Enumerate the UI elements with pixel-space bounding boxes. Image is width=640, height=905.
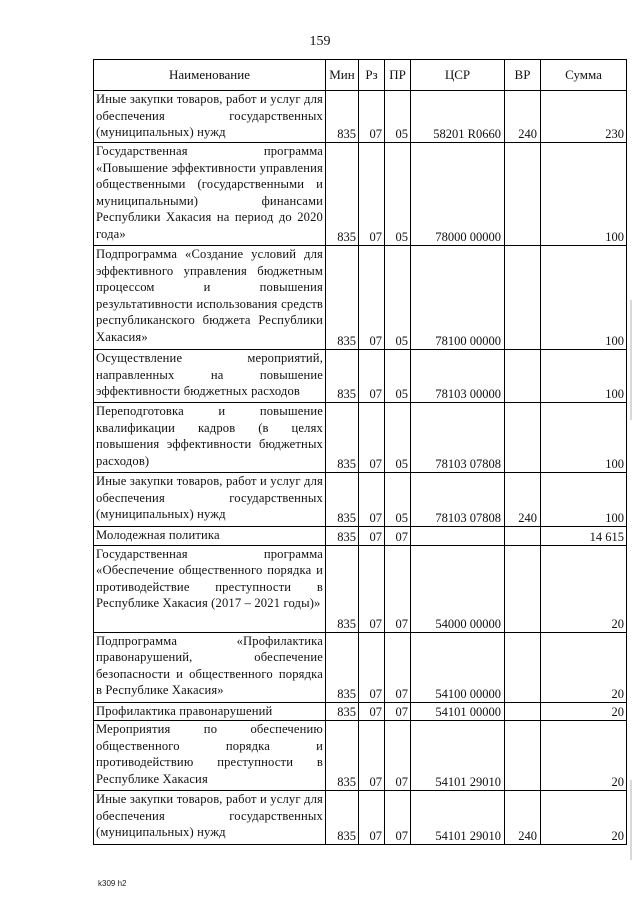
row-rz: 07 xyxy=(359,143,385,246)
header-name: Наименование xyxy=(94,60,326,91)
row-vr xyxy=(505,143,541,246)
row-pr: 05 xyxy=(385,143,411,246)
row-vr: 240 xyxy=(505,91,541,143)
row-rz: 07 xyxy=(359,350,385,403)
row-sum: 20 xyxy=(541,791,627,845)
row-min: 835 xyxy=(326,143,359,246)
row-csr: 54000 00000 xyxy=(411,545,505,632)
row-min: 835 xyxy=(326,545,359,632)
row-min: 835 xyxy=(326,632,359,702)
row-rz: 07 xyxy=(359,91,385,143)
row-vr xyxy=(505,350,541,403)
header-min: Мин xyxy=(326,60,359,91)
row-name: Иные закупки товаров, работ и услуг для обеспечения государственных (муниципальных) нужд xyxy=(94,791,326,845)
row-min: 835 xyxy=(326,473,359,527)
row-rz: 07 xyxy=(359,702,385,721)
row-min: 835 xyxy=(326,246,359,350)
row-sum: 100 xyxy=(541,403,627,473)
row-min: 835 xyxy=(326,721,359,791)
table-row xyxy=(94,545,627,632)
row-pr: 07 xyxy=(385,791,411,845)
row-vr xyxy=(505,721,541,791)
row-csr: 58201 R0660 xyxy=(411,91,505,143)
row-sum: 20 xyxy=(541,632,627,702)
row-vr xyxy=(505,246,541,350)
row-sum: 14 615 xyxy=(541,527,627,546)
header-sum: Сумма xyxy=(541,60,627,91)
row-vr xyxy=(505,403,541,473)
row-pr: 07 xyxy=(385,702,411,721)
scan-edge-mark xyxy=(630,780,632,860)
header-vr: ВР xyxy=(505,60,541,91)
row-csr: 54101 00000 xyxy=(411,702,505,721)
row-pr: 07 xyxy=(385,721,411,791)
row-pr: 05 xyxy=(385,473,411,527)
row-sum: 100 xyxy=(541,473,627,527)
budget-table xyxy=(93,59,627,845)
row-vr xyxy=(505,632,541,702)
table-row xyxy=(94,527,627,546)
row-name: Профилактика правонарушений xyxy=(94,702,326,721)
row-name: Подпрограмма «Профилактика правонарушений, обеспечение безопасности и общественного порядка в Республике Хакасия» xyxy=(94,632,326,702)
row-min: 835 xyxy=(326,91,359,143)
row-pr: 05 xyxy=(385,91,411,143)
row-min: 835 xyxy=(326,403,359,473)
table-row xyxy=(94,246,627,350)
row-min: 835 xyxy=(326,527,359,546)
row-csr: 78100 00000 xyxy=(411,246,505,350)
row-sum: 20 xyxy=(541,702,627,721)
row-name: Осуществление мероприятий, направленных на повышение эффективности бюджетных расходов xyxy=(94,350,326,403)
row-min: 835 xyxy=(326,791,359,845)
row-csr: 54100 00000 xyxy=(411,632,505,702)
row-pr: 05 xyxy=(385,246,411,350)
row-name: Государственная программа «Повышение эффективности управления общественными (государственными и муниципальными) финансами Республики Хакасия на период до 2020 года» xyxy=(94,143,326,246)
row-sum: 100 xyxy=(541,143,627,246)
row-min: 835 xyxy=(326,350,359,403)
row-min: 835 xyxy=(326,702,359,721)
row-vr xyxy=(505,702,541,721)
row-pr: 05 xyxy=(385,350,411,403)
row-csr xyxy=(411,527,505,546)
row-name: Мероприятия по обеспечению общественного порядка и противодействию преступности в Республике Хакасия xyxy=(94,721,326,791)
row-name: Иные закупки товаров, работ и услуг для обеспечения государственных (муниципальных) нужд xyxy=(94,91,326,143)
footer-code: k309 h2 xyxy=(98,879,127,888)
table-row xyxy=(94,91,627,143)
row-csr: 78000 00000 xyxy=(411,143,505,246)
row-rz: 07 xyxy=(359,246,385,350)
row-rz: 07 xyxy=(359,791,385,845)
row-rz: 07 xyxy=(359,721,385,791)
row-vr xyxy=(505,545,541,632)
row-rz: 07 xyxy=(359,527,385,546)
header-pr: ПР xyxy=(385,60,411,91)
row-name: Переподготовка и повышение квалификации кадров (в целях повышения эффективности бюджетных расходов) xyxy=(94,403,326,473)
table-header-row xyxy=(94,60,627,91)
row-rz: 07 xyxy=(359,632,385,702)
row-name: Молодежная политика xyxy=(94,527,326,546)
table-row xyxy=(94,702,627,721)
table-row xyxy=(94,403,627,473)
row-name: Подпрограмма «Создание условий для эффективного управления бюджетным процессом и повышения результативности использования средств республиканского бюджета Республики Хакасия» xyxy=(94,246,326,350)
row-rz: 07 xyxy=(359,403,385,473)
row-csr: 54101 29010 xyxy=(411,721,505,791)
table-row xyxy=(94,791,627,845)
row-csr: 54101 29010 xyxy=(411,791,505,845)
row-sum: 100 xyxy=(541,350,627,403)
table-row xyxy=(94,350,627,403)
table-row xyxy=(94,632,627,702)
row-rz: 07 xyxy=(359,545,385,632)
table-row xyxy=(94,721,627,791)
row-sum: 20 xyxy=(541,545,627,632)
row-csr: 78103 00000 xyxy=(411,350,505,403)
header-rz: Рз xyxy=(359,60,385,91)
row-csr: 78103 07808 xyxy=(411,403,505,473)
row-vr: 240 xyxy=(505,791,541,845)
scan-edge-mark xyxy=(630,300,632,420)
row-pr: 07 xyxy=(385,527,411,546)
row-pr: 07 xyxy=(385,545,411,632)
row-pr: 07 xyxy=(385,632,411,702)
row-sum: 100 xyxy=(541,246,627,350)
table-row xyxy=(94,473,627,527)
row-vr: 240 xyxy=(505,473,541,527)
row-pr: 05 xyxy=(385,403,411,473)
row-csr: 78103 07808 xyxy=(411,473,505,527)
row-vr xyxy=(505,527,541,546)
header-csr: ЦСР xyxy=(411,60,505,91)
row-sum: 20 xyxy=(541,721,627,791)
row-sum: 230 xyxy=(541,91,627,143)
row-name: Государственная программа «Обеспечение общественного порядка и противодействие преступности в Республике Хакасия (2017 – 2021 годы)» xyxy=(94,545,326,632)
row-rz: 07 xyxy=(359,473,385,527)
page-number: 159 xyxy=(309,34,331,49)
table-row xyxy=(94,143,627,246)
row-name: Иные закупки товаров, работ и услуг для обеспечения государственных (муниципальных) нужд xyxy=(94,473,326,527)
